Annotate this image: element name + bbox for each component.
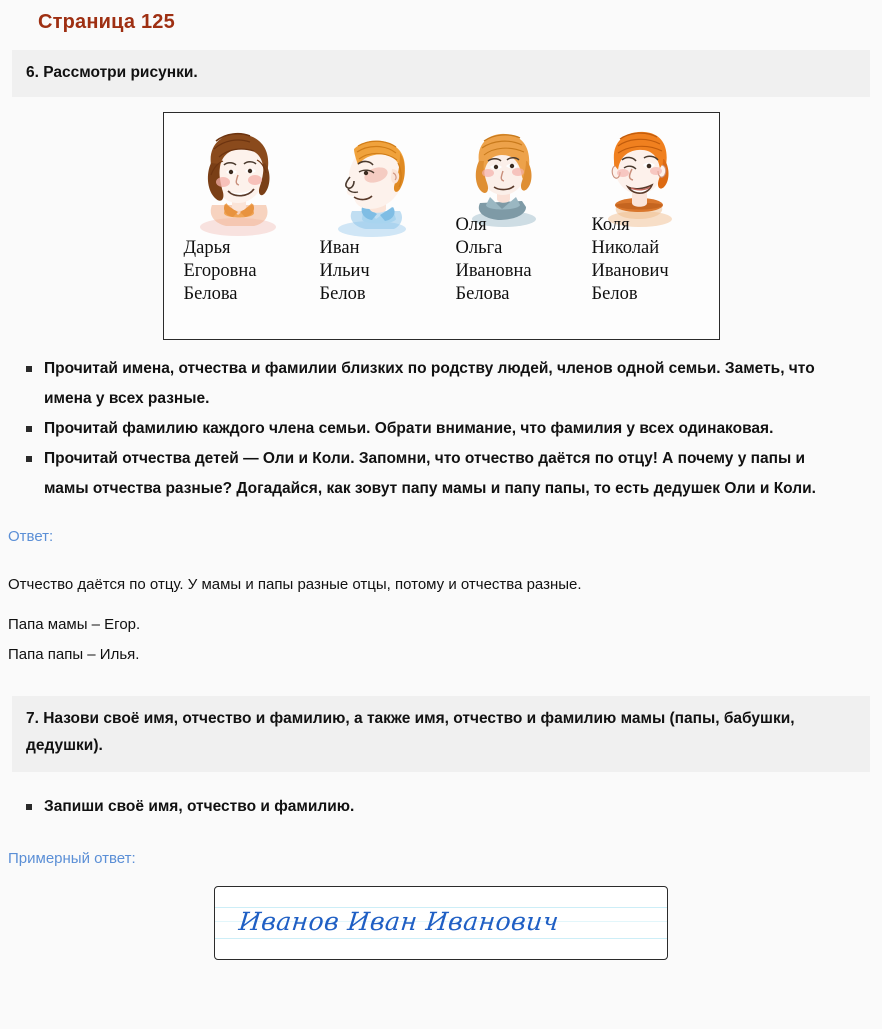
daughter-name-line-1: Ольга [455,238,503,258]
family-members-row [164,119,719,339]
task-7-bullet-1: Запиши своё имя, отчество и фамилию. [22,792,842,822]
family-member-mother [178,119,314,339]
father-name-line-2: Ильич [319,261,370,281]
son-name-line-2: Иванович [591,261,669,281]
handwriting-box [214,886,668,960]
mother-portrait-icon [178,119,314,237]
son-name-line-3: Белов [591,284,638,304]
task-6-answer-paragraph: Отчество даётся по отцу. У мамы и папы разные отцы, потому и отчества разные. [8,576,582,593]
handwriting-container [0,886,882,960]
son-name-line-1: Николай [591,238,660,258]
son-names [586,214,722,306]
daughter-name-line-3: Белова [455,284,510,304]
task-6-answer-label: Ответ: [8,528,54,545]
task-6-answer-line-1: Папа мамы – Егор. [8,616,141,633]
father-names [314,237,450,306]
father-portrait-icon [314,119,450,237]
daughter-nickname: Оля [455,215,487,235]
task-6-bullet-2: Прочитай фамилию каждого члена семьи. Обрати внимание, что фамилия у всех одинаковая. [22,414,842,444]
son-nickname: Коля [591,215,630,235]
mother-name-line-2: Егоровна [183,261,257,281]
handwriting-sample-text: Иванов Иван Иванович [237,907,561,936]
family-figure-container [0,112,882,340]
task-6-bullet-3: Прочитай отчества детей — Оли и Коли. Запомни, что отчество даётся по отцу! А почему у папы и мамы отчества разные? Догадайся, как зовут папу мамы и папу папы, то есть дедушек Оли и Коли. [22,444,842,504]
family-member-daughter [450,119,586,339]
mother-name-line-1: Дарья [183,238,231,258]
mother-names [178,237,314,306]
task-7-instruction-list [0,792,882,822]
mother-name-line-3: Белова [183,284,238,304]
family-illustration-frame [163,112,720,340]
task-6-answer-line-2: Папа папы – Илья. [8,646,140,663]
father-name-line-1: Иван [319,238,360,258]
task-6-header: 6. Рассмотри рисунки. [12,50,870,97]
father-name-line-3: Белов [319,284,366,304]
task-6-instruction-list [0,354,882,504]
family-member-son [586,119,722,339]
task-7-header: 7. Назови своё имя, отчество и фамилию, а также имя, отчество и фамилию мамы (папы, бабушки, дедушки). [12,696,870,772]
task-7-answer-label: Примерный ответ: [8,850,136,867]
task-6-bullet-1: Прочитай имена, отчества и фамилии близких по родству людей, членов одной семьи. Заметь, что имена у всех разные. [22,354,842,414]
page-title: Страница 125 [38,11,175,33]
daughter-name-line-2: Ивановна [455,261,532,281]
family-member-father [314,119,450,339]
daughter-names [450,214,586,306]
